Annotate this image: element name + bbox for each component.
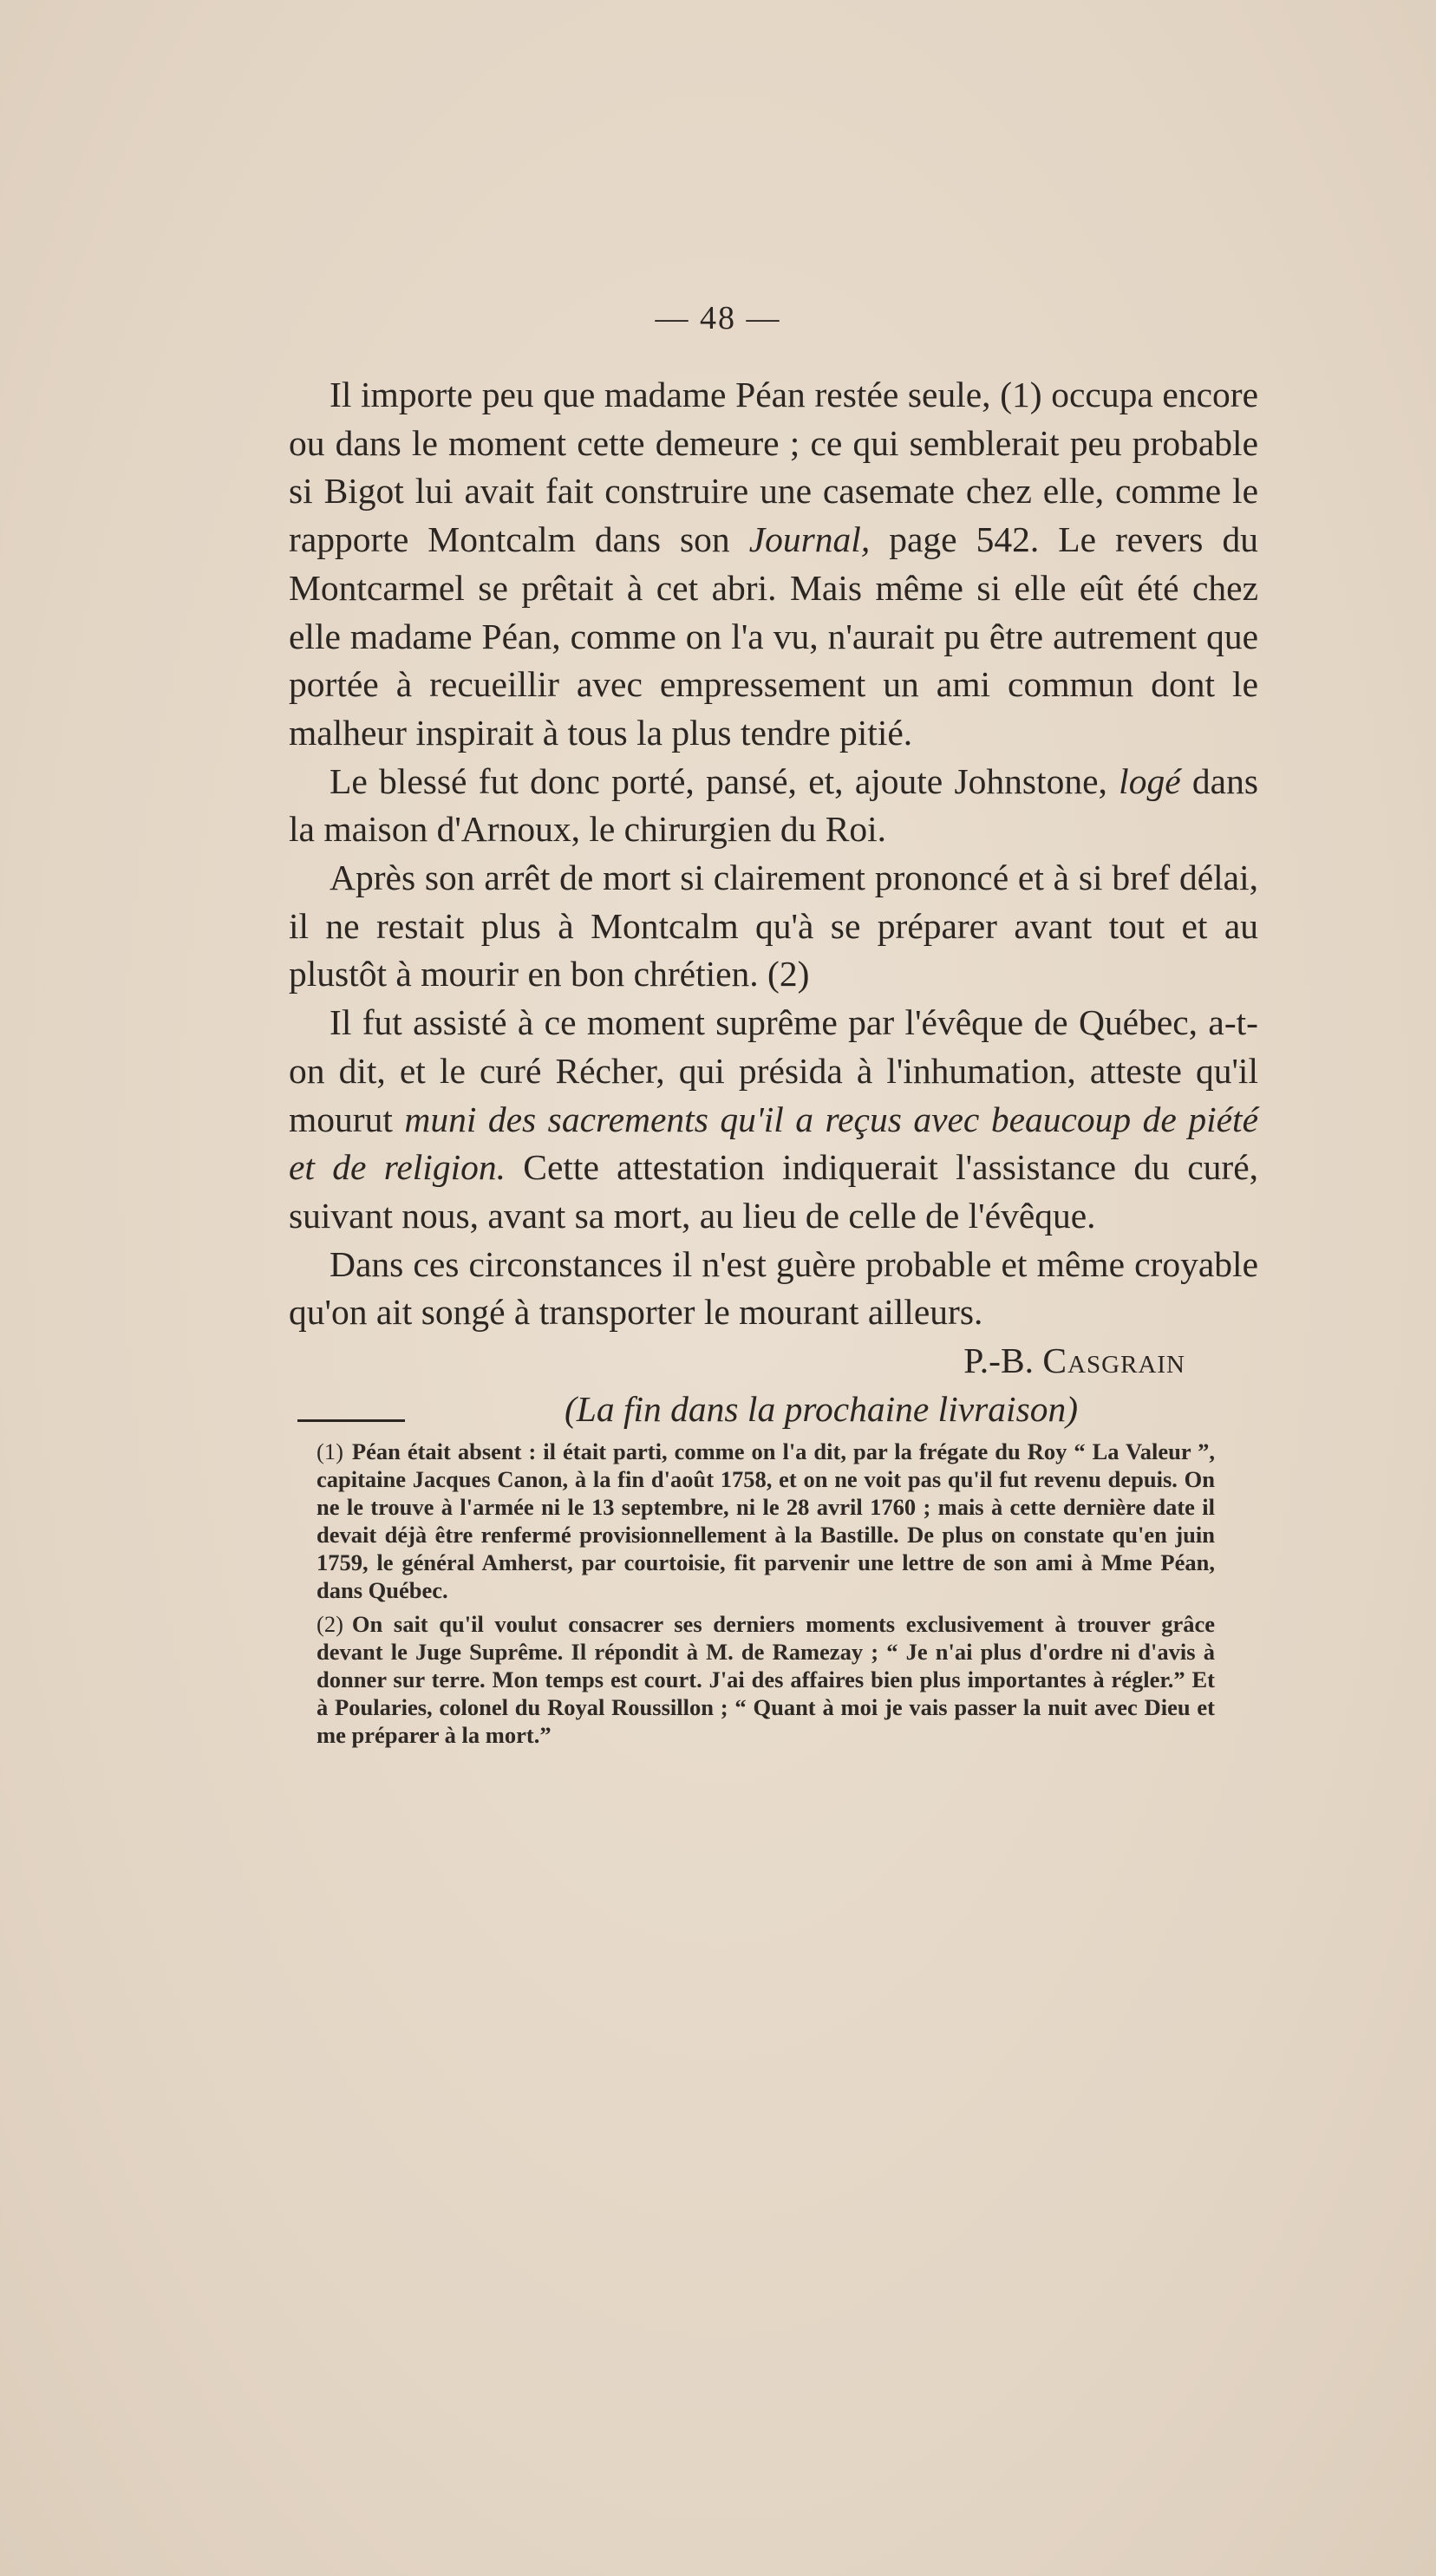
paragraph-1 (289, 371, 1258, 758)
paragraph-5: Dans ces circonstances il n'est guère probable et même croyable qu'on ait songé à transporter le mourant ailleurs. (289, 1243, 1258, 1333)
footnote-divider (297, 1419, 405, 1422)
italic-text-run: muni des sacrements qu'il a reçus avec beaucoup de piété et de religion. (289, 1099, 1258, 1188)
text-run: Il fut assisté à ce moment suprême par l'évêque de Québec, a-t-on dit, et le curé Récher, qui présida à l'inhumation, atteste qu'il mourut (289, 1002, 1258, 1139)
main-text (289, 371, 1258, 1433)
author-surname: Casgrain (1042, 1340, 1185, 1381)
footnote-marker: (1) (317, 1438, 343, 1464)
text-run: Le blessé fut donc porté, pansé, et, ajoute Johnstone, (330, 760, 1119, 801)
italic-text-run: logé (1119, 760, 1181, 801)
author-signature (289, 1337, 1258, 1386)
text-run: Cette attestation indiquerait l'assistance du curé, suivant nous, avant sa mort, au lieu de celle de l'évêque. (289, 1147, 1258, 1236)
footnote-text: Péan était absent : il était parti, comme on l'a dit, par la frégate du Roy “ La Valeur ”, capitaine Jacques Canon, à la fin d'août 1758, et on ne voit pas qu'il fut revenu depuis. On ne le trouve à l'armée ni le 13 septembre, ni le 28 avril 1760 ; mais à cette dernière date il devait déjà être renfermé provisionnellement à la Bastille. De plus on constate qu'en juin 1759, le général Amherst, par courtoisie, fit parvenir une lettre de son ami à Mme Péan, dans Québec. (317, 1438, 1215, 1604)
text-run: dans la maison d'Arnoux, le chirurgien du Roi. (289, 760, 1258, 850)
paragraph-4 (289, 999, 1258, 1241)
text-run: Il importe peu que madame Péan restée seule, (1) occupa encore ou dans le moment cette demeure ; ce qui semblerait peu probable si Bigot lui avait fait construire une casemate chez elle, comme le rapporte Montcalm dans son (289, 375, 1258, 560)
footnote-2 (317, 1610, 1215, 1749)
paragraph-2 (289, 758, 1258, 854)
footnote-marker: (2) (317, 1610, 343, 1637)
footnotes (317, 1438, 1215, 1754)
author-initials: P.-B. (963, 1340, 1043, 1381)
continued-note: (La fin dans la prochaine livraison) (564, 1388, 1079, 1429)
text-run: page 542. Le revers du Montcarmel se prêtait à cet abri. Mais même si elle eût été chez elle madame Péan, comme on l'a vu, n'aurait pu être autrement que portée à recueillir avec empressement un ami commun dont le malheur inspirait à tous la plus tendre pitié. (289, 519, 1258, 753)
italic-text-run: Journal, (748, 519, 871, 560)
page-number: — 48 — (655, 300, 781, 336)
footnote-text: On sait qu'il voulut consacrer ses derniers moments exclusivement à trouver grâce devant le Juge Suprême. Il répondit à M. de Ramezay ; “ Je n'ai plus d'ordre ni d'avis à donner sur terre. Mon temps est court. J'ai des affaires bien plus importantes à régler.” Et à Poularies, colonel du Royal Roussillon ; “ Quant à moi je vais passer la nuit avec Dieu et me préparer à la mort.” (317, 1610, 1215, 1748)
paragraph-3: Après son arrêt de mort si clairement prononcé et à si bref délai, il ne restait plus à Montcalm qu'à se préparer avant tout et au plustôt à mourir en bon chrétien. (2) (289, 858, 1258, 995)
footnote-1 (317, 1438, 1215, 1605)
